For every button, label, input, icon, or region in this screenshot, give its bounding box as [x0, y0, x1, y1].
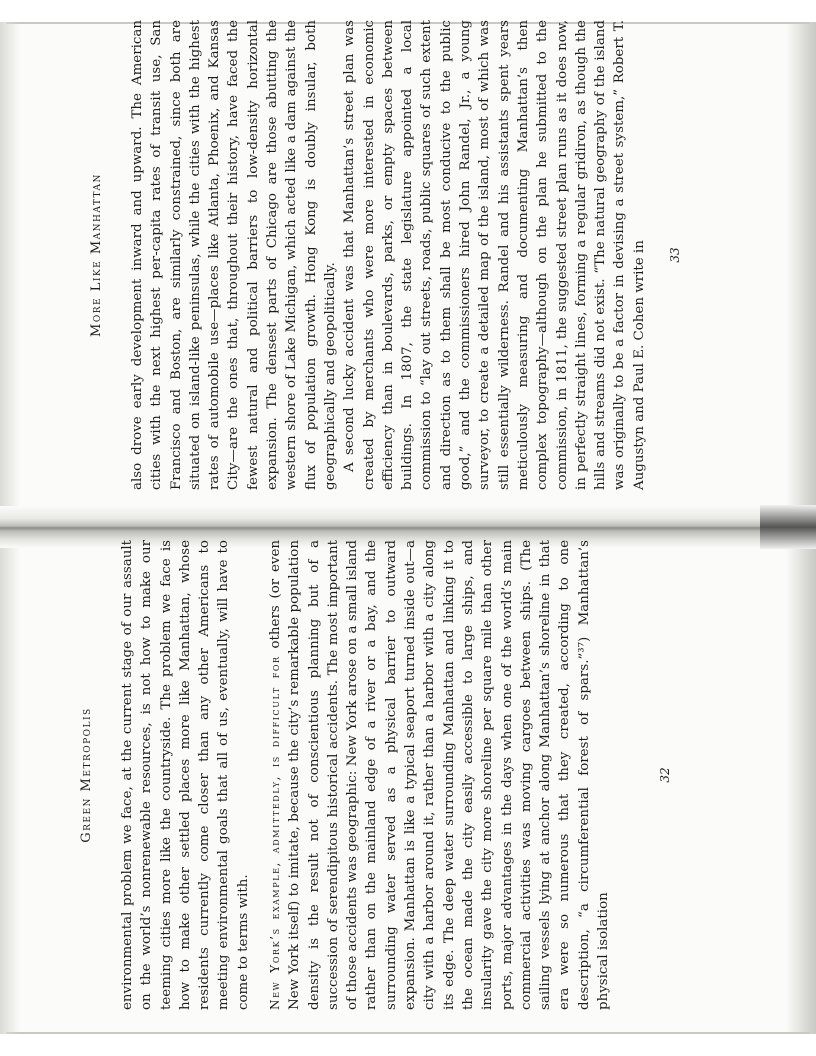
running-head-right: More Like Manhattan	[89, 173, 104, 337]
paragraph-text: others (or even New York itself) to imitate, because the city’s remarkable population density is the result not of conscientious planning but of a succession of serendipitous historical accidents. The most important of those accidents was geographic: New York arose on a small island rather than on the mainland edge of a river or a bay, and the surrounding water served as a physical barrier to outward expansion. Manhattan is like a typical seaport turned inside out—a city with a harbor around it, rather than a harbor with a city along its edge. The deep water surrounding Manhattan and linking it to the ocean made the city easily accessible to large ships, and insularity gave the city more shoreline per square mile than other ports, major advantages in the days when one of the world’s main commercial activities was moving cargoes between ships. (The sailing vessels lying at anchor along Manhattan’s shoreline in that era were so numerous that they created, according to one description, “a circumferential forest of spars.”³⁷) Manhattan’s physical isolation	[268, 540, 612, 1010]
book-spine-binding	[760, 505, 816, 549]
paragraph: A second lucky accident was that Manhattan’s street plan was created by merchants who were more interested in economic efficiency than in boulevards, parks, or empty spaces between buildings. In 1807, the state legislature appointed a local commission to “lay out streets, roads, public squares of such extent and direction as to them shall be most conducive to the public good,” and the commissioners hired John Randel, Jr., a young surveyor, to create a detailed map of the island, most of which was still essentially wilderness. Randel and his assistants spent years meticulously measuring and documenting Manhattan’s then complex topography—although on the plan he submitted to the commission, in 1811, the suggested street plan runs as it does now, in perfectly straight lines, forming a regular gridiron, as though the hills and streams did not exist. “The natural geography of the island was originally to be a factor in devising a street system,” Robert T. Augustyn and Paul E. Cohen write in	[342, 20, 647, 490]
page-number-right: 33	[668, 247, 682, 263]
left-page	[78, 540, 698, 1010]
page-number-left: 32	[658, 767, 672, 783]
right-page-body	[128, 20, 649, 490]
left-page-body-top	[118, 540, 253, 1010]
paragraph: environmental problem we face, at the current stage of our assault on the world’s nonrenewable resources, is not how to make our teeming cities more like the countryside. The problem we face is how to make other settled places more like Manhattan, whose residents currently come closer than any other Americans to meeting environmental goals that all of us, eventually, will have to come to terms with.	[120, 540, 251, 1010]
left-page-body-bottom	[266, 540, 613, 1010]
section-lead-in: New York’s example, admittedly, is difficult for	[268, 655, 282, 1010]
running-head-left: Green Metropolis	[79, 707, 94, 843]
paragraph	[266, 540, 613, 1010]
right-page	[88, 20, 708, 490]
paragraph: also drove early development inward and upward. The American cities with the next highest per-capita rates of transit use, San Francisco and Boston, are similarly constrained, since both are situated on island-like peninsulas, while the cities with the highest rates of automobile use—places like Atlanta, Phoenix, and Kansas City—are the ones that, throughout their history, have faced the fewest natural and political barriers to low-density horizontal expansion. The densest parts of Chicago are those abutting the western shore of Lake Michigan, which acted like a dam against the flux of population growth. Hong Kong is doubly insular, both geographically and geopolitically.	[130, 20, 338, 490]
